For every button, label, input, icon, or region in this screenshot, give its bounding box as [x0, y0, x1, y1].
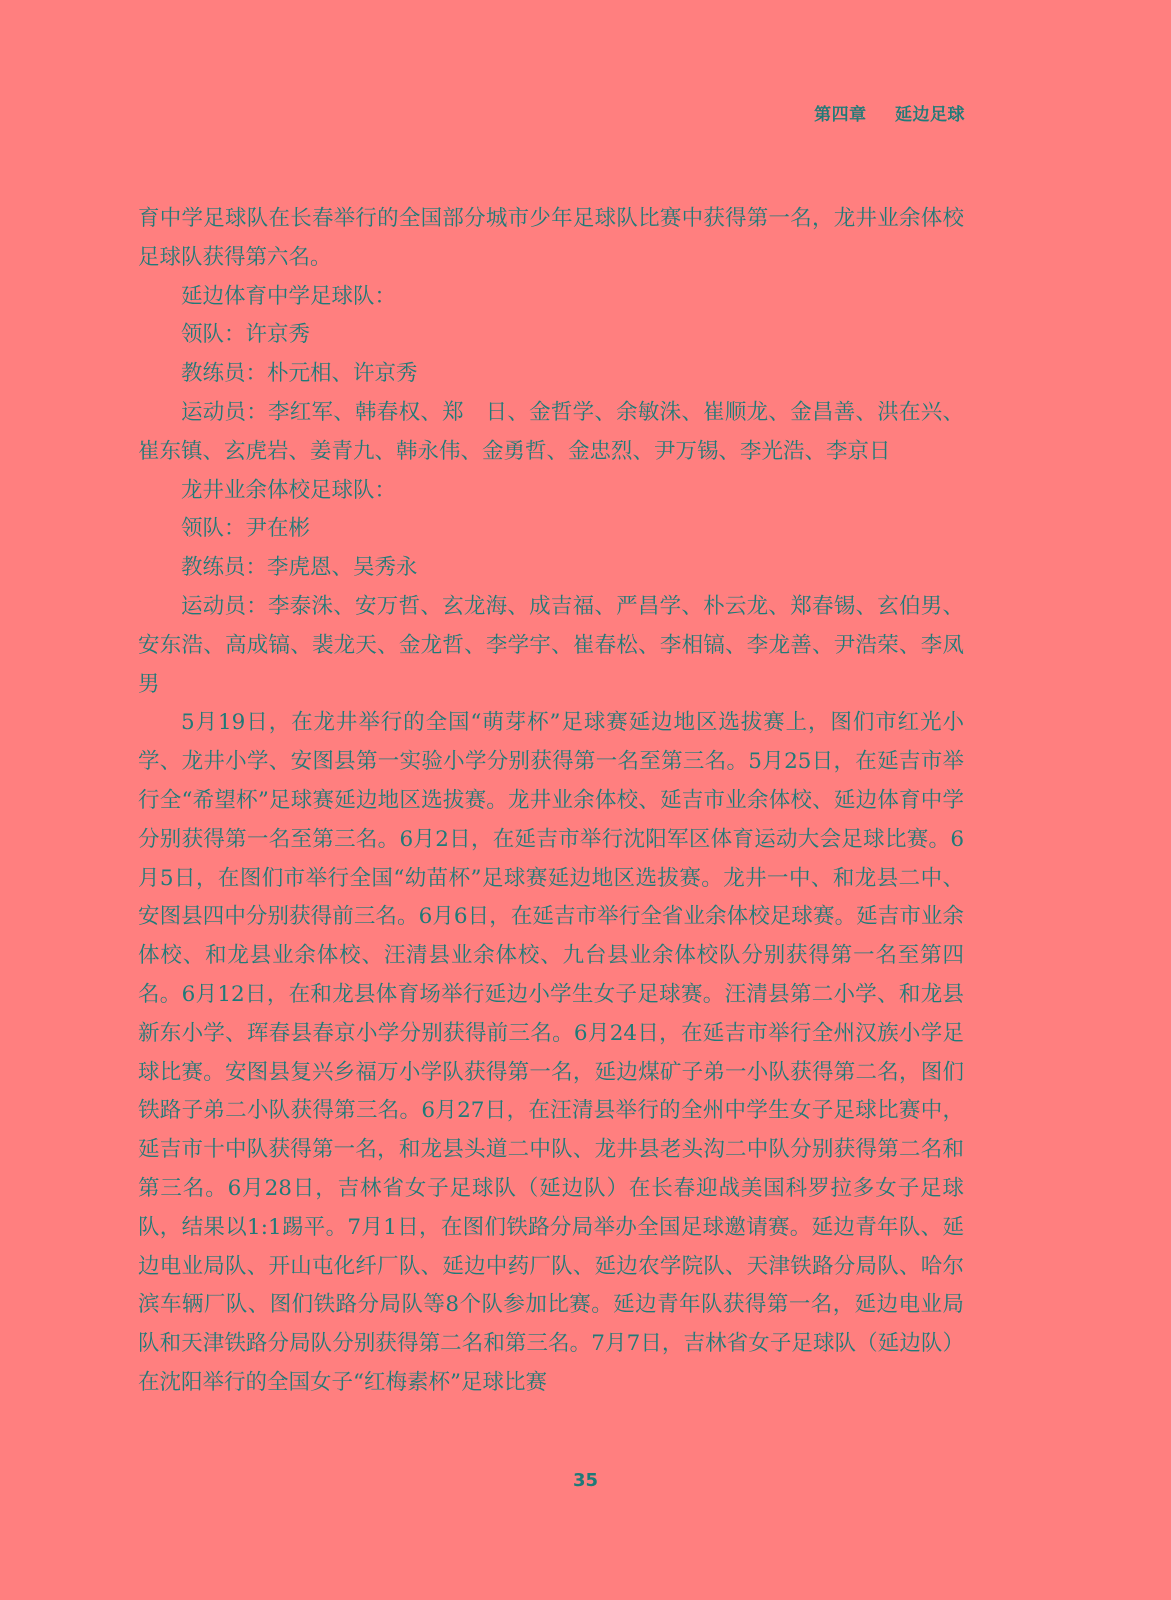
paragraph: 教练员：朴元相、许京秀	[181, 361, 418, 387]
chapter-title: 延边足球	[895, 105, 965, 125]
paragraph: 延边体育中学足球队：	[181, 283, 397, 309]
page-number: 35	[572, 1470, 599, 1491]
paragraph: 育中学足球队在长春举行的全国部分城市少年足球队比赛中获得第一名，龙井业余体校足球队获得第六名。	[138, 206, 964, 270]
paragraph: 运动员：李泰洙、安万哲、玄龙海、成吉福、严昌学、朴云龙、郑春锡、玄伯男、安东浩、高成镐、裴龙天、金龙哲、李学宇、崔春松、李相镐、李龙善、尹浩荣、李凤男	[138, 593, 964, 697]
paragraph: 龙井业余体校足球队：	[181, 477, 397, 503]
paragraph: 运动员：李红军、韩春权、郑 日、金哲学、余敏洙、崔顺龙、金昌善、洪在兴、崔东镇、玄虎岩、姜青九、韩永伟、金勇哲、金忠烈、尹万锡、李光浩、李京日	[138, 399, 964, 464]
running-header	[814, 100, 965, 125]
paragraph: 领队：尹在彬	[181, 516, 311, 542]
paragraph: 5月19日，在龙井举行的全国“萌芽杯”足球赛延边地区选拔赛上，图们市红光小学、龙井小学、安图县第一实验小学分别获得第一名至第三名。5月25日，在延吉市举行全“希望杯”足球赛延边地区选拔赛。龙井业余体校、延吉市业余体校、延边体育中学分别获得第一名至第三名。6月2日，在延吉市举行沈阳军区体育运动大会足球比赛。6月5日，在图们市举行全国“幼苗杯”足球赛延边地区选拔赛。龙井一中、和龙县二中、安图县四中分别获得前三名。6月6日，在延吉市举行全省业余体校足球赛。延吉市业余体校、和龙县业余体校、汪清县业余体校、九台县业余体校队分别获得第一名至第四名。6月12日，在和龙县体育场举行延边小学生女子足球赛。汪清县第二小学、和龙县新东小学、珲春县春京小学分别获得前三名。6月24日，在延吉市举行全州汉族小学足球比赛。安图县复兴乡福万小学队获得第一名，延边煤矿子弟一小队获得第二名，图们铁路子弟二小队获得第三名。6月27日，在汪清县举行的全州中学生女子足球比赛中，延吉市十中队获得第一名，和龙县头道二中队、龙井县老头沟二中队分别获得第二名和第三名。6月28日，吉林省女子足球队（延边队）在长春迎战美国科罗拉多女子足球队，结果以1:1踢平。7月1日，在图们铁路分局举办全国足球邀请赛。延边青年队、延边电业局队、开山屯化纤厂队、延边中药厂队、延边农学院队、天津铁路分局队、哈尔滨车辆厂队、图们铁路分局队等8个队参加比赛。延边青年队获得第一名，延边电业局队和天津铁路分局队分别获得第二名和第三名。7月7日，吉林省女子足球队（延边队）在沈阳举行的全国女子“红梅素杯”足球比赛	[138, 710, 964, 1395]
chapter-number: 第四章	[814, 105, 867, 125]
body-text	[138, 200, 964, 1403]
paragraph: 领队：许京秀	[181, 322, 311, 348]
paragraph: 教练员：李虎恩、吴秀永	[181, 555, 418, 581]
